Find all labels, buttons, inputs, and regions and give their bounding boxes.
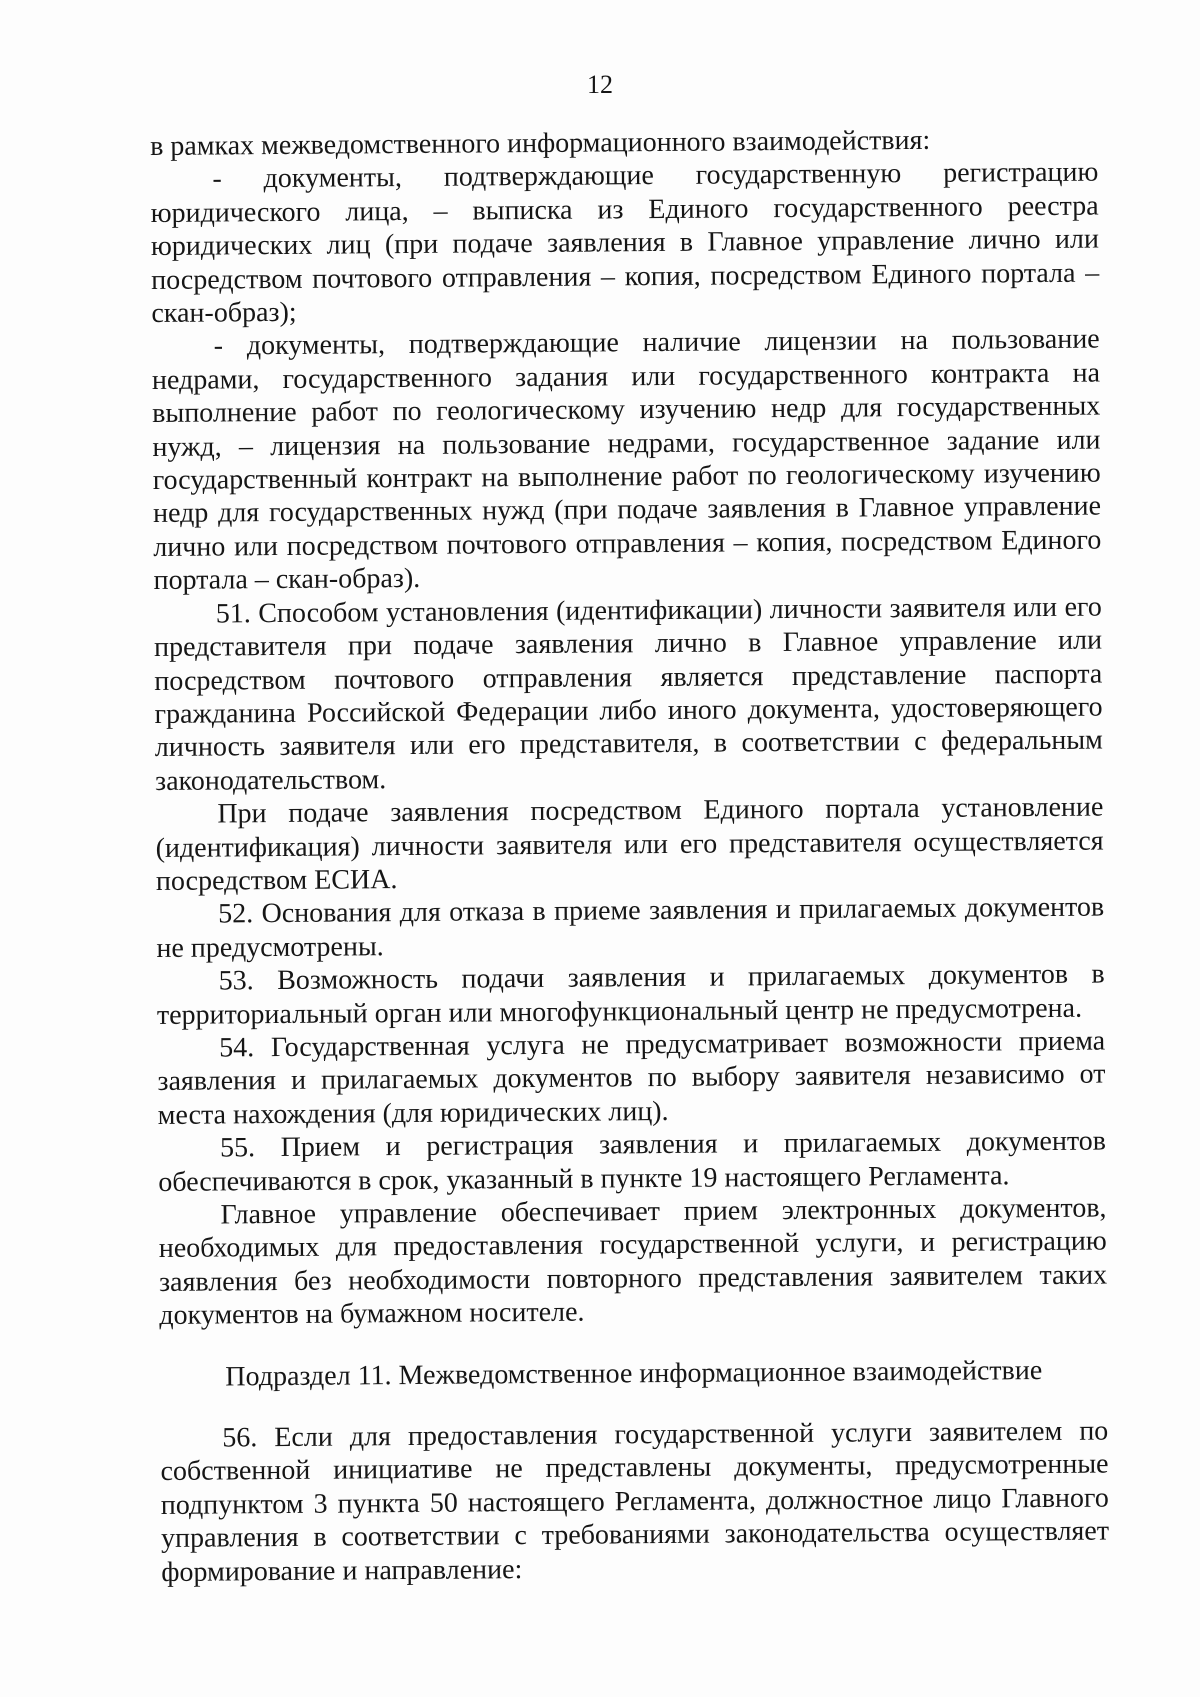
paragraph-51-esia: При подаче заявления посредством Единого портала установление (идентификация) личности заявителя или его представителя осуществляется посредством ЕСИА. — [155, 791, 1104, 897]
document-body — [150, 123, 1109, 1589]
paragraph-53: 53. Возможность подачи заявления и прилагаемых документов в территориальный орган или многофункциональный центр не предусмотрена. — [156, 958, 1105, 1031]
paragraph-56: 56. Если для предоставления государственной услуги заявителем по собственной инициативе не представлены документы, предусмотренные подпунктом 3 пункта 50 настоящего Регламента, должностное лицо Главного управления в соответствии с требованиями законодательства осуществляет формирование и направление: — [160, 1415, 1110, 1588]
list-item-license-docs: - документы, подтверждающие наличие лицензии на пользование недрами, государственного задания или государственного контракта на выполнение работ по геологическому изучению недр для государственных нужд, – лицензия на пользование недрами, государственное задание или государственный контракт на выполнение работ по геологическому изучению недр для государственных нужд (при подаче заявления в Главное управление лично или посредством почтового отправления – копия, посредством Единого портала – скан-образ). — [151, 323, 1102, 597]
paragraph-52: 52. Основания для отказа в приеме заявления и прилагаемых документов не предусмотрены. — [156, 891, 1105, 964]
paragraph-54: 54. Государственная услуга не предусматривает возможности приема заявления и прилагаемых документов по выбору заявителя независимо от места нахождения (для юридических лиц). — [157, 1025, 1106, 1131]
paragraph-intro: в рамках межведомственного информационного взаимодействия: — [150, 124, 931, 162]
paragraph-55-electronic: Главное управление обеспечивает прием электронных документов, необходимых для предоставления государственной услуги, и регистрацию заявления без необходимости повторного представления заявителем таких документов на бумажном носителе. — [158, 1192, 1108, 1332]
paragraph-55: 55. Прием и регистрация заявления и прилагаемых документов обеспечиваются в срок, указанный в пункте 19 настоящего Регламента. — [158, 1125, 1107, 1198]
page-number: 12 — [587, 70, 613, 99]
paragraph-51: 51. Способом установления (идентификации) личности заявителя или его представителя при подаче заявления лично в Главное управление или посредством почтового отправления является представление паспорта гражданина Российской Федерации либо иного документа, удостоверяющего личность заявителя или его представителя, в соответствии с федеральным законодательством. — [153, 591, 1103, 797]
list-item-registration-docs: - документы, подтверждающие государственную регистрацию юридического лица, – выписка из Единого государственного реестра юридических лиц (при подаче заявления в Главное управление лично или посредством почтового отправления – копия, посредством Единого портала – скан-образ); — [150, 156, 1100, 330]
subsection-heading: Подраздел 11. Межведомственное информационное взаимодействие — [225, 1354, 1043, 1393]
